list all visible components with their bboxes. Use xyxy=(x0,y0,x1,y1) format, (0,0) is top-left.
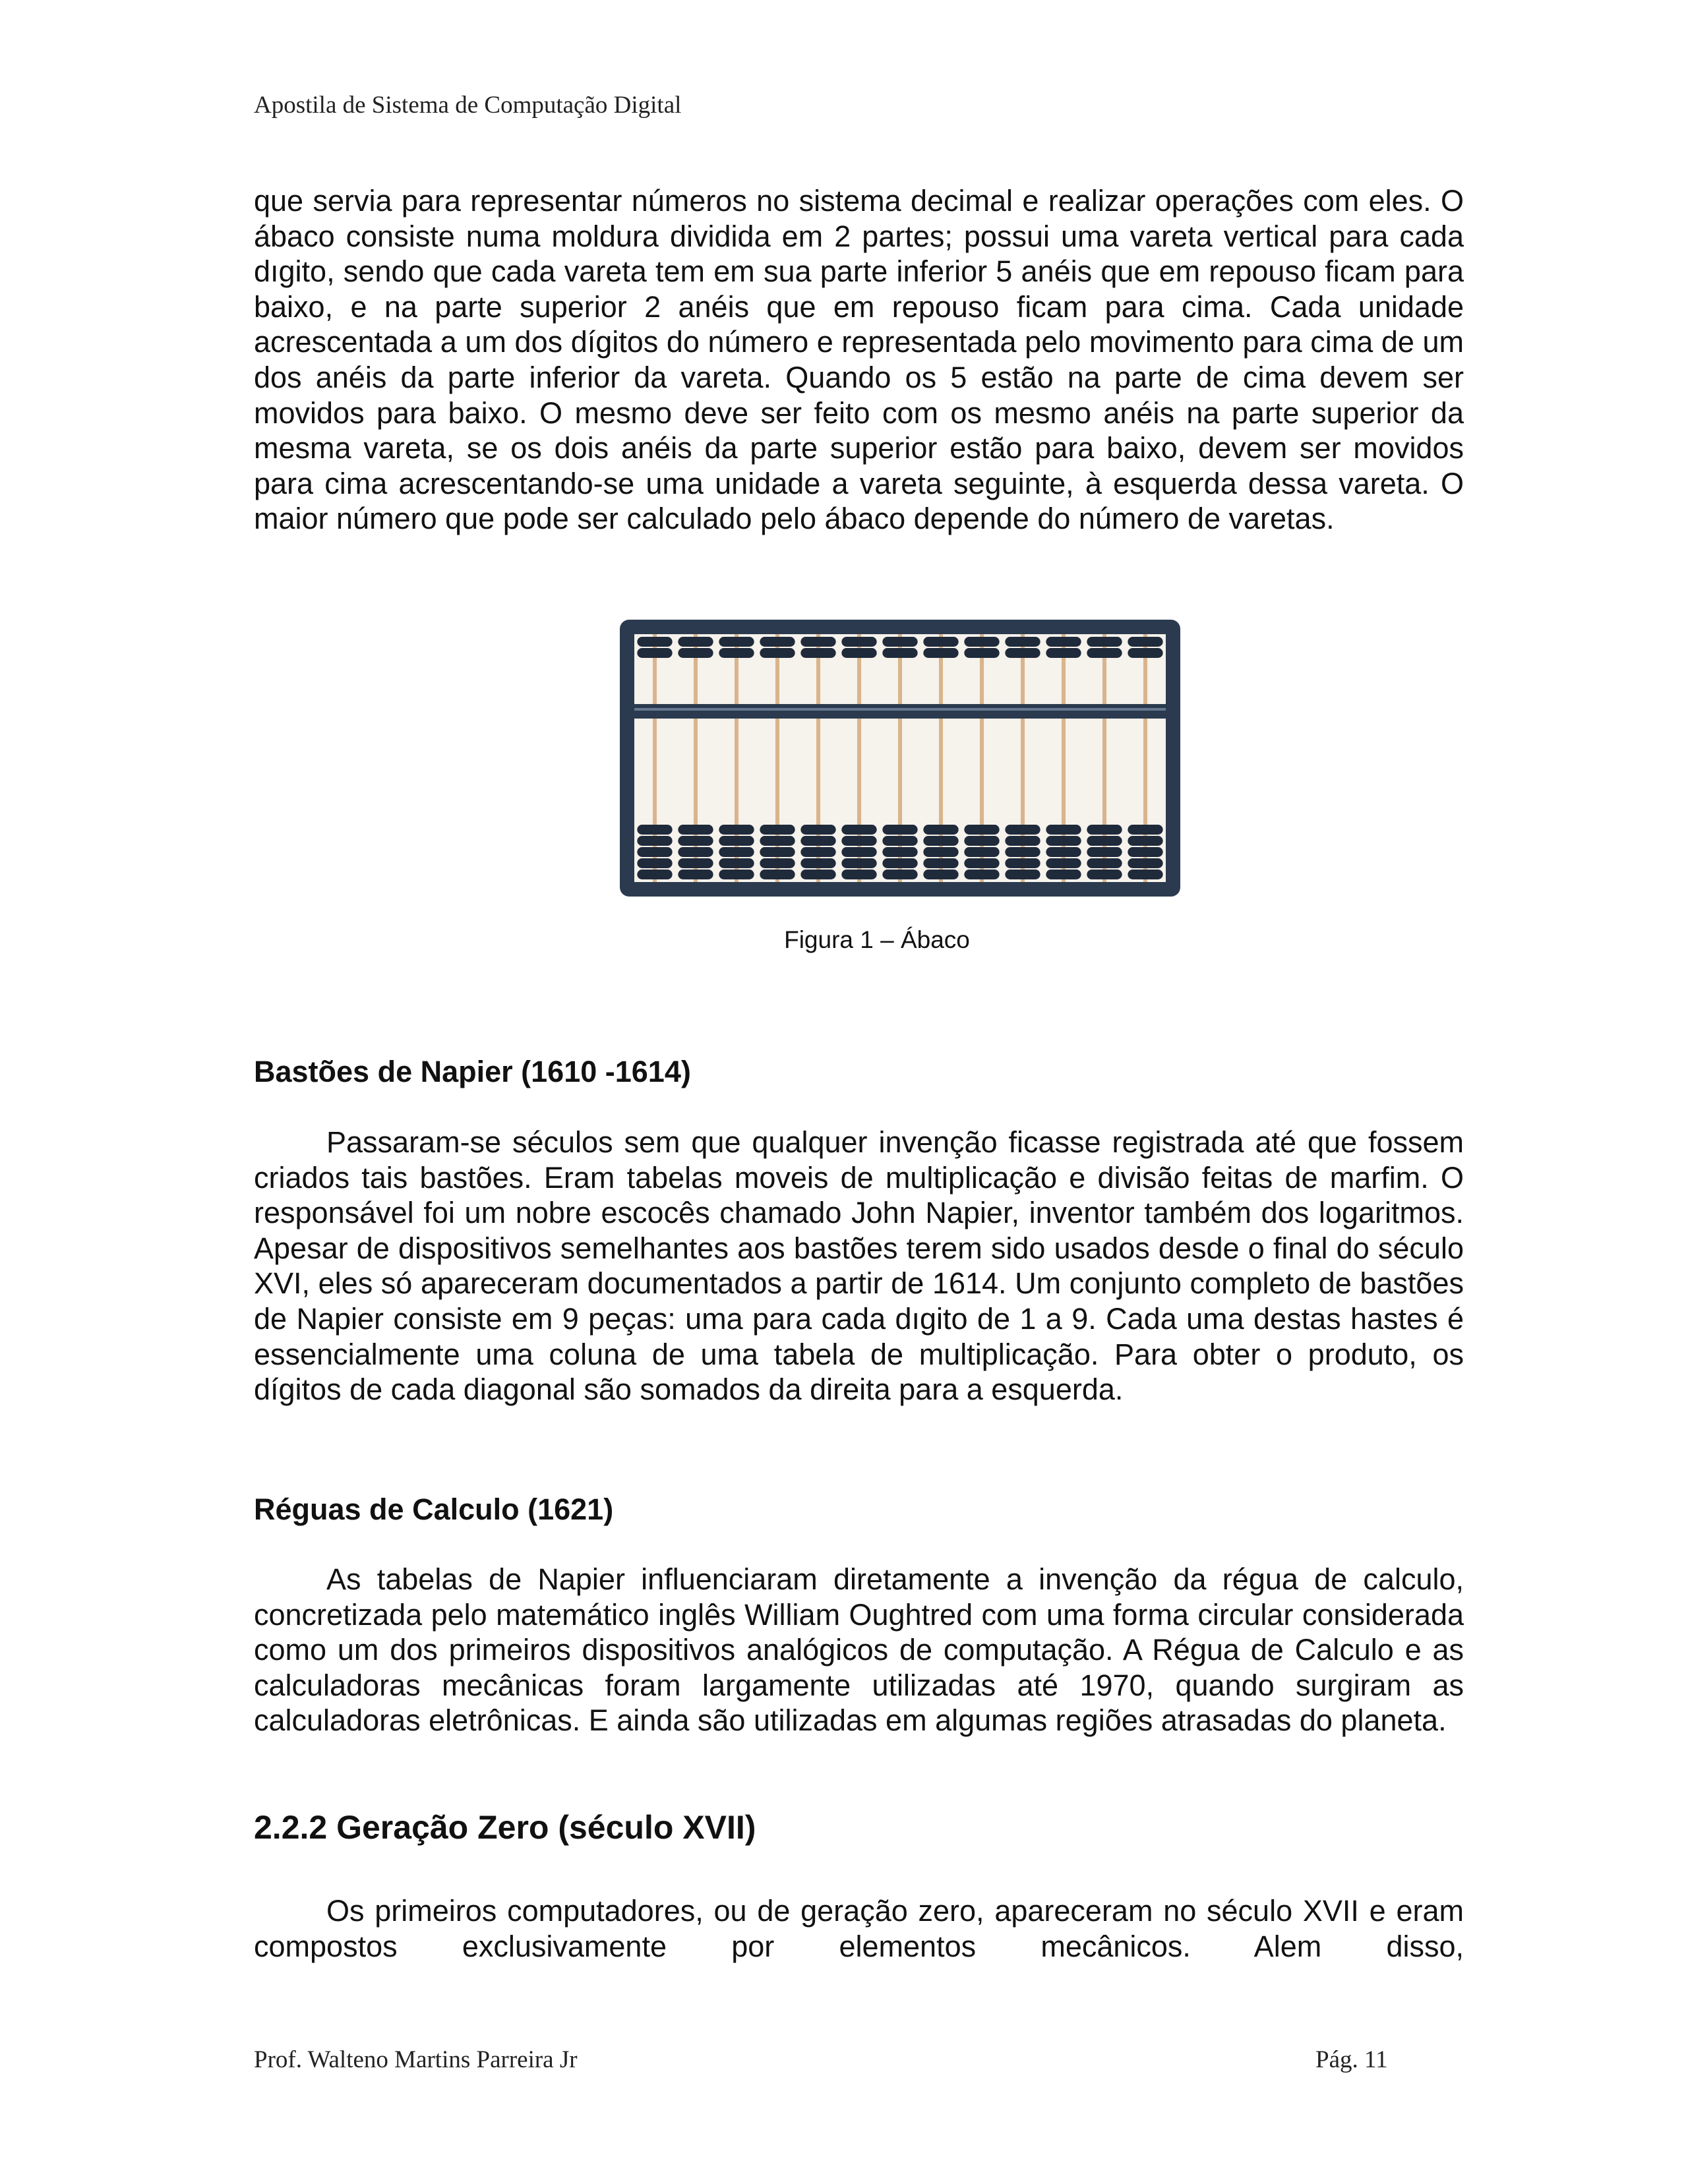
abacus-bead-lower xyxy=(800,847,835,857)
abacus-bead-lower xyxy=(1128,836,1162,846)
abacus-bead-lower xyxy=(678,847,713,857)
heading-geracao-zero: 2.2.2 Geração Zero (século XVII) xyxy=(254,1809,756,1846)
abacus-bead-lower xyxy=(1005,870,1040,879)
abacus-bead-lower xyxy=(637,870,672,879)
abacus-bead-lower xyxy=(1087,836,1122,846)
abacus-bead-lower xyxy=(923,836,958,846)
abacus-bead-lower xyxy=(882,858,917,868)
abacus-bead-lower xyxy=(1005,825,1040,835)
abacus-bead-lower xyxy=(1046,825,1081,835)
abacus-bead-upper xyxy=(800,648,835,658)
abacus-bead-lower xyxy=(1087,858,1122,868)
abacus-bead-lower xyxy=(678,858,713,868)
abacus-bead-upper xyxy=(1046,648,1081,658)
abacus-bead-lower xyxy=(841,870,876,879)
abacus-bead-lower xyxy=(882,825,917,835)
abacus-bead-lower xyxy=(1005,847,1040,857)
abacus-bead-upper xyxy=(637,637,672,647)
abacus-bead-upper xyxy=(1128,637,1162,647)
abacus-bead-upper xyxy=(1005,637,1040,647)
abacus-bead-upper xyxy=(719,637,754,647)
abacus-bead-lower xyxy=(1128,847,1162,857)
abacus-bead-lower xyxy=(719,836,754,846)
footer-author: Prof. Walteno Martins Parreira Jr xyxy=(254,2046,578,2073)
abacus-bead-upper xyxy=(800,637,835,647)
paragraph-napier: Passaram-se séculos sem que qualquer invenção ficasse registrada até que fossem criados tais bastões. Eram tabelas moveis de multiplicação e divisão feitas de marfim. O responsável foi um nobre escocês chamado John Napier, inventor também dos logaritmos. Apesar de dispositivos semelhantes aos bastões terem sido usados desde o final do século XVI, eles só apareceram documentados a partir de 1614. Um conjunto completo de bastões de Napier consiste em 9 peças: uma para cada dıgito de 1 a 9. Cada uma destas hastes é essencialmente uma coluna de uma tabela de multiplicação. Para obter o produto, os dígitos de cada diagonal são somados da direita para a esquerda. xyxy=(254,1125,1464,1407)
abacus-bead-lower xyxy=(923,847,958,857)
abacus-beam xyxy=(634,704,1166,719)
heading-napier: Bastões de Napier (1610 -1614) xyxy=(254,1055,691,1088)
abacus-bead-lower xyxy=(760,847,795,857)
abacus-bead-lower xyxy=(1046,836,1081,846)
abacus-bead-lower xyxy=(1005,836,1040,846)
abacus-bead-upper xyxy=(1046,637,1081,647)
abacus-bead-upper xyxy=(882,637,917,647)
paragraph-geracao-zero: Os primeiros computadores, ou de geração zero, apareceram no século XVII e eram compostos exclusivamente por elementos mecânicos. Alem disso, xyxy=(254,1894,1464,1963)
abacus-bead-lower xyxy=(678,836,713,846)
abacus-bead-lower xyxy=(760,825,795,835)
abacus-bead-lower xyxy=(841,836,876,846)
abacus-bead-lower xyxy=(719,858,754,868)
abacus-bead-upper xyxy=(678,637,713,647)
abacus-bead-lower xyxy=(800,870,835,879)
abacus-beam-highlight xyxy=(634,708,1166,711)
abacus-bead-lower xyxy=(1128,858,1162,868)
abacus-bead-lower xyxy=(964,858,999,868)
abacus-bead-lower xyxy=(719,847,754,857)
abacus-bead-lower xyxy=(1046,847,1081,857)
abacus-bead-upper xyxy=(719,648,754,658)
abacus-bead-lower xyxy=(882,870,917,879)
abacus-bead-lower xyxy=(923,858,958,868)
abacus-bead-lower xyxy=(1087,825,1122,835)
abacus-bead-lower xyxy=(964,870,999,879)
abacus-bead-upper xyxy=(1005,648,1040,658)
abacus-bead-lower xyxy=(760,836,795,846)
abacus-bead-upper xyxy=(637,648,672,658)
abacus-image xyxy=(620,620,1180,897)
abacus-bead-upper xyxy=(1128,648,1162,658)
abacus-bead-lower xyxy=(1046,870,1081,879)
abacus-bead-lower xyxy=(1046,858,1081,868)
abacus-bead-upper xyxy=(760,637,795,647)
intro-paragraph: que servia para representar números no sistema decimal e realizar operações com eles. O ábaco consiste numa moldura dividida em 2 partes; possui uma vareta vertical para cada dıgito, sendo que cada vareta tem em sua parte inferior 5 anéis que em repouso ficam para baixo, e na parte superior 2 anéis que em repouso ficam para cima. Cada unidade acrescentada a um dos dígitos do número e representada pelo movimento para cima de um dos anéis da parte inferior da vareta. Quando os 5 estão na parte de cima devem ser movidos para baixo. O mesmo deve ser feito com os mesmo anéis na parte superior da mesma vareta, se os dois anéis da parte superior estão para baixo, devem ser movidos para cima acrescentando-se uma unidade a vareta seguinte, à esquerda dessa vareta. O maior número que pode ser calculado pelo ábaco depende do número de varetas. xyxy=(254,184,1464,536)
abacus-bead-upper xyxy=(923,637,958,647)
abacus-bead-lower xyxy=(964,847,999,857)
abacus-bead-lower xyxy=(964,836,999,846)
abacus-bead-upper xyxy=(882,648,917,658)
abacus-bead-upper xyxy=(841,637,876,647)
abacus-bead-lower xyxy=(637,847,672,857)
figure-caption: Figura 1 – Ábaco xyxy=(784,926,970,953)
abacus-bead-upper xyxy=(678,648,713,658)
abacus-bead-lower xyxy=(719,870,754,879)
abacus-bead-lower xyxy=(637,825,672,835)
abacus-bead-lower xyxy=(800,858,835,868)
abacus-bead-lower xyxy=(1128,825,1162,835)
abacus-bead-upper xyxy=(964,648,999,658)
abacus-bead-lower xyxy=(1128,870,1162,879)
heading-reguas: Réguas de Calculo (1621) xyxy=(254,1492,614,1526)
abacus-bead-upper xyxy=(841,648,876,658)
abacus-bead-lower xyxy=(637,858,672,868)
abacus-bead-upper xyxy=(1087,637,1122,647)
abacus-bead-lower xyxy=(719,825,754,835)
abacus-bead-lower xyxy=(841,858,876,868)
footer-page-number: Pág. 11 xyxy=(1315,2046,1388,2073)
abacus-bead-lower xyxy=(800,825,835,835)
abacus-bead-lower xyxy=(1087,870,1122,879)
abacus-bead-lower xyxy=(923,825,958,835)
abacus-bead-upper xyxy=(923,648,958,658)
paragraph-reguas: As tabelas de Napier influenciaram diretamente a invenção da régua de calculo, concretizada pelo matemático inglês William Oughtred com uma forma circular considerada como um dos primeiros dispositivos analógicos de computação. A Régua de Calculo e as calculadoras mecânicas foram largamente utilizadas até 1970, quando surgiram as calculadoras eletrônicas. E ainda são utilizadas em algumas regiões atrasadas do planeta. xyxy=(254,1562,1464,1738)
abacus-bead-upper xyxy=(1087,648,1122,658)
abacus-bead-lower xyxy=(1087,847,1122,857)
abacus-bead-lower xyxy=(841,847,876,857)
abacus-bead-lower xyxy=(841,825,876,835)
abacus-bead-lower xyxy=(637,836,672,846)
abacus-figure xyxy=(620,620,1180,897)
abacus-bead-lower xyxy=(882,847,917,857)
abacus-bead-upper xyxy=(760,648,795,658)
abacus-bead-lower xyxy=(882,836,917,846)
page-header: Apostila de Sistema de Computação Digital xyxy=(254,92,682,119)
abacus-bead-upper xyxy=(964,637,999,647)
abacus-bead-lower xyxy=(923,870,958,879)
abacus-bead-lower xyxy=(760,870,795,879)
abacus-bead-lower xyxy=(800,836,835,846)
abacus-bead-lower xyxy=(760,858,795,868)
abacus-bead-lower xyxy=(1005,858,1040,868)
abacus-bead-lower xyxy=(678,870,713,879)
abacus-bead-lower xyxy=(964,825,999,835)
abacus-bead-lower xyxy=(678,825,713,835)
